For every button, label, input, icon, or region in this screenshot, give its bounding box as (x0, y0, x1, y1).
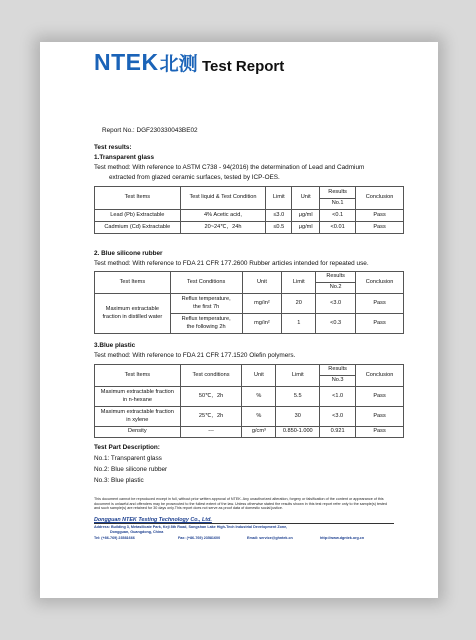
header-cell: Unit (242, 365, 276, 387)
company-name: Dongguan NTEK Testing Technology Co., Ltd. (94, 517, 212, 523)
table-cell: --- (180, 427, 242, 438)
table-cell: 1 (282, 314, 316, 334)
section1-heading: 1.Transparent glass (94, 154, 155, 161)
table-silicone (94, 271, 404, 334)
footer-divider (94, 523, 394, 524)
footer-fax: Fax: (+86-769) 23581600 (178, 536, 221, 540)
header-cell: Unit (292, 187, 320, 210)
table-cell: Lead (Pb) Extractable (95, 210, 181, 222)
table-cell: 0.921 (320, 427, 356, 438)
part-description-heading: Test Part Description: (94, 444, 160, 451)
report-title: Test Report (202, 58, 285, 75)
ntek-logo (94, 49, 198, 76)
table-cell: 0.850-1.000 (276, 427, 320, 438)
header-cell: No.1 (320, 199, 356, 210)
header-cell: Results (320, 365, 356, 376)
header-cell: No.3 (320, 376, 356, 387)
disclaimer-text: This document cannot be reproduced except in full, without prior written approval of NTEK. Any unauthorized alteration, forgery or falsification of the content or appearance of this document is unlawful and offenders may be prosecuted to the fullest extent of the law. Unless otherwise stated the results shown in this test report refer only to the sample(s) tested and such sample(s) are retained for 30 days only.This report does not serve as proof data of domestic social justice. (94, 497, 388, 511)
logo-cn-text: 北测 (159, 54, 198, 75)
table-cell: ≤0.5 (266, 222, 292, 234)
section2-heading: 2. Blue silicone rubber (94, 250, 163, 257)
table-cell: Cadmium (Cd) Extractable (95, 222, 181, 234)
footer-address-cont: Dongguan, Guangdong, China (110, 530, 164, 534)
header-cell: Limit (276, 365, 320, 387)
logo-text: NTEK (94, 49, 159, 75)
table-cell: <0.1 (320, 210, 356, 222)
section2-method: Test method: With reference to FDA 21 CFR 177.2600 Rubber articles intended for repeated use. (94, 260, 369, 267)
table-cell: Pass (356, 407, 404, 427)
table-cell: 25℃，2h (180, 407, 242, 427)
part-no1: No.1: Transparent glass (94, 455, 162, 462)
table-cell: <0.01 (320, 222, 356, 234)
table-cell: μg/ml (292, 210, 320, 222)
footer-tel: Tel: (+86-769) 23581666 (94, 536, 135, 540)
section3-method: Test method: With reference to FDA 21 CFR 177.1520 Olefin polymers. (94, 352, 296, 359)
table-cell: <3.0 (316, 294, 356, 314)
header-cell: Test Items (95, 272, 171, 294)
table-cell: 4% Acetic acid, (180, 210, 266, 222)
results-label: Test results: (94, 144, 132, 151)
table-cell: Pass (356, 210, 404, 222)
header-cell: Results (316, 272, 356, 283)
header-cell: Test Items (95, 187, 181, 210)
table-cell: <1.0 (320, 387, 356, 407)
table-glass (94, 186, 404, 234)
header-cell: Conclusion (356, 365, 404, 387)
table-cell: Density (95, 427, 181, 438)
section1-method: Test method: With reference to ASTM C738 - 94(2016) the determination of Lead and Cadmium (94, 164, 365, 171)
table-cell: ≤3.0 (266, 210, 292, 222)
table-cell: Pass (356, 427, 404, 438)
table-cell: Maximum extractable fraction in n-hexane (95, 387, 181, 407)
table-cell: 5.5 (276, 387, 320, 407)
header-cell: Limit (266, 187, 292, 210)
header-cell: Limit (282, 272, 316, 294)
header-cell: Test liquid & Test Condition (180, 187, 266, 210)
header-cell: Conclusion (356, 272, 404, 294)
table-cell: Reflux temperature, the first 7h (170, 294, 242, 314)
footer-email: Email: service@ghntek.cn (247, 536, 293, 540)
table-cell: Maximum extractable fraction in xylene (95, 407, 181, 427)
section3-heading: 3.Blue plastic (94, 342, 136, 349)
header-cell: No.2 (316, 283, 356, 294)
table-cell: 30 (276, 407, 320, 427)
footer-address: Address: Building 3, Metasilicate Park, Keji 8th Road, Songshan Lake High-Tech Industrial Development Zone, (94, 525, 288, 529)
table-cell: <3.0 (320, 407, 356, 427)
part-no3: No.3: Blue plastic (94, 477, 144, 484)
table-cell: Pass (356, 294, 404, 314)
table-cell: Pass (356, 222, 404, 234)
table-cell: 20 (282, 294, 316, 314)
table-cell: mg/in² (242, 314, 282, 334)
table-cell: Maximum extractable fraction in distilled water (95, 294, 171, 334)
header-cell: Results (320, 187, 356, 199)
table-cell: g/cm³ (242, 427, 276, 438)
table-cell: 50℃，2h (180, 387, 242, 407)
report-page (40, 42, 438, 598)
table-cell: Pass (356, 314, 404, 334)
header-cell: Test conditions (180, 365, 242, 387)
header-cell: Conclusion (356, 187, 404, 210)
table-cell: % (242, 407, 276, 427)
table-plastic (94, 364, 404, 438)
header-cell: Test Items (95, 365, 181, 387)
table-cell: Reflux temperature, the following 2h (170, 314, 242, 334)
report-number: Report No.: DGF230330043BE02 (102, 127, 198, 134)
table-cell: μg/ml (292, 222, 320, 234)
footer-website: http://www.dgntek.org.cn (320, 536, 365, 540)
table-cell: 20~24℃，24h (180, 222, 266, 234)
header-cell: Test Conditions (170, 272, 242, 294)
section1-method-cont: extracted from glazed ceramic surfaces, tested by ICP-OES. (109, 174, 280, 181)
part-no2: No.2: Blue silicone rubber (94, 466, 168, 473)
table-cell: Pass (356, 387, 404, 407)
table-cell: mg/in² (242, 294, 282, 314)
table-cell: % (242, 387, 276, 407)
table-cell: <0.3 (316, 314, 356, 334)
header-cell: Unit (242, 272, 282, 294)
